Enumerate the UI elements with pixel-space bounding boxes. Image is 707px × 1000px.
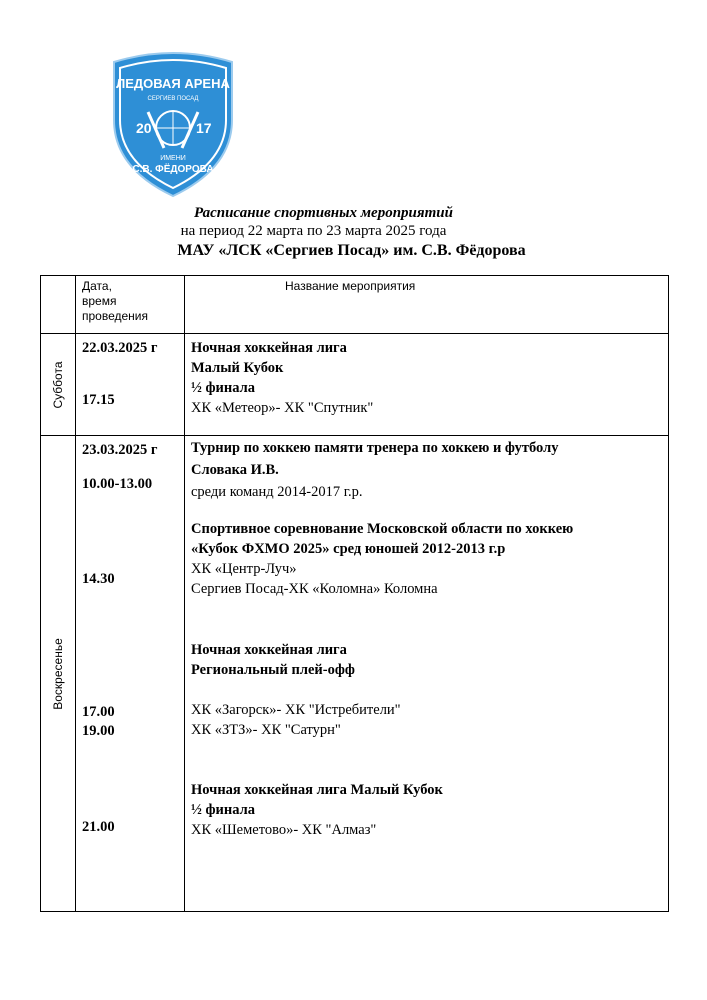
event-line: ХК «Шеметово»- ХК "Алмаз" [191, 822, 377, 838]
arena-logo [106, 50, 240, 198]
date-text: 23.03.2025 г [82, 442, 158, 458]
time-text: 10.00-13.00 [82, 476, 153, 492]
event-line: ½ финала [191, 380, 256, 396]
event-line: Ночная хоккейная лига Малый Кубок [191, 782, 443, 798]
logo-year-left: 20 [136, 120, 152, 136]
table-header-row [41, 276, 669, 334]
time-text: 14.30 [82, 571, 115, 587]
event-block-1 [191, 438, 558, 502]
day-label: Суббота [51, 361, 65, 408]
day-cell-sunday [41, 436, 76, 912]
date-cell-sunday [76, 436, 185, 912]
schedule-table [40, 275, 669, 912]
event-block-2 [191, 519, 573, 599]
header-date-line: Дата, [82, 279, 112, 293]
table-row-sunday [41, 436, 669, 912]
day-label: Воскресенье [51, 637, 65, 710]
event-line: ХК «Центр-Луч» [191, 561, 297, 577]
event-cell-sunday [185, 436, 669, 912]
event-cell-saturday [185, 334, 669, 436]
schedule-title: Расписание спортивных мероприятий [194, 205, 453, 221]
event-block-3 [191, 640, 401, 740]
event-line: «Кубок ФХМО 2025» сред юношей 2012-2013 г.р [191, 541, 506, 557]
event-line: Ночная хоккейная лига [191, 642, 347, 658]
header-date-line: проведения [82, 309, 148, 323]
event-block-4 [191, 780, 443, 840]
date-text: 22.03.2025 г [82, 340, 158, 356]
logo-text-bottom1: ИМЕНИ [160, 155, 186, 162]
event-line: Сергиев Посад-ХК «Коломна» Коломна [191, 581, 438, 597]
event-line: Турнир по хоккею памяти тренера по хоккею и футболу [191, 440, 559, 456]
logo-year-right: 17 [196, 120, 212, 136]
time-text: 17.00 [82, 704, 115, 720]
event-line: Словака И.В. [191, 462, 279, 478]
event-line: Спортивное соревнование Московской области по хоккею [191, 521, 574, 537]
header-date-line: время [82, 294, 117, 308]
event-line: ХК «Загорск»- ХК "Истребители" [191, 702, 401, 718]
time-text: 17.15 [82, 392, 115, 408]
date-cell-saturday [76, 334, 185, 436]
header-date-cell [76, 276, 185, 334]
logo-text-bottom2: С.В. ФЁДОРОВА [132, 164, 214, 175]
event-line: ХК «ЗТЗ»- ХК "Сатурн" [191, 722, 341, 738]
header-name-cell: Название мероприятия [185, 276, 669, 334]
schedule-org: МАУ «ЛСК «Сергиев Посад» им. С.В. Фёдорова [177, 242, 526, 259]
time-text: 21.00 [82, 819, 115, 835]
event-line: Региональный плей-офф [191, 662, 355, 678]
day-cell-saturday [41, 334, 76, 436]
logo-text-small: СЕРГИЕВ ПОСАД [147, 96, 199, 102]
table-row-saturday [41, 334, 669, 436]
logo-text-top: ЛЕДОВАЯ АРЕНА [116, 76, 230, 91]
event-line: ½ финала [191, 802, 256, 818]
time-text: 19.00 [82, 723, 115, 739]
event-line: ХК «Метеор»- ХК "Спутник" [191, 400, 374, 416]
event-line: Ночная хоккейная лига [191, 340, 347, 356]
header-empty-cell [41, 276, 76, 334]
event-line: Малый Кубок [191, 360, 284, 376]
event-line: среди команд 2014-2017 г.р. [191, 484, 363, 500]
schedule-period: на период 22 марта по 23 марта 2025 года [180, 223, 447, 239]
